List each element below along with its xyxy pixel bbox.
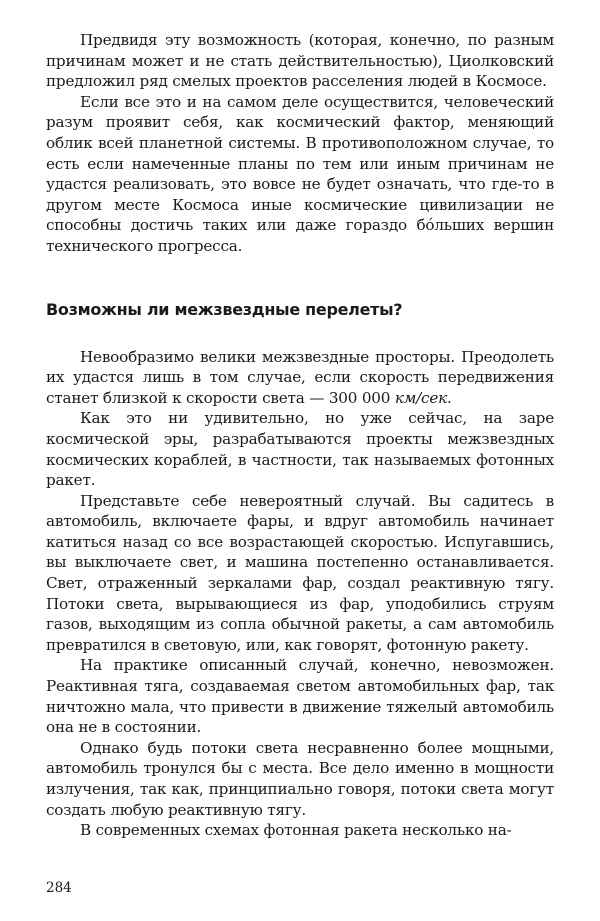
paragraph: Как это ни удивительно, но уже сейчас, на заре космической эры, разрабатываются проекты межзвездных космических кораблей, в частности, так называемых фотонных ракет. bbox=[46, 409, 554, 490]
speed-unit: км/сек. bbox=[394, 388, 452, 407]
paragraph-text: Невообразимо велики межзвездные просторы. Преодолеть их удастся лишь в том случае, если скорость передвижения станет близкой к скорости света — 300 000 bbox=[46, 347, 554, 407]
paragraph: В современных схемах фотонная ракета несколько на- bbox=[80, 821, 512, 840]
paragraph: На практике описанный случай, конечно, невозможен. Реактивная тяга, создаваемая светом автомобильных фар, так ничтожно мала, что привести в движение тяжелый автомобиль она не в состоянии. bbox=[46, 656, 554, 737]
paragraph: Представьте себе невероятный случай. Вы садитесь в автомобиль, включаете фары, и вдруг автомобиль начинает катиться назад со все возрастающей скоростью. Испугавшись, вы выключаете свет, и машина постепенно останавливается. Свет, отраженный зеркалами фар, создал реактивную тягу. Потоки света, вырывающиеся из фар, уподобились струям газов, выходящим из сопла обычной ракеты, а сам автомобиль превратился в световую, или, как говорят, фотонную ракету. bbox=[46, 491, 554, 654]
paragraph bbox=[46, 347, 554, 409]
section-heading: Возможны ли межзвездные перелеты? bbox=[46, 299, 403, 319]
paragraph: Однако будь потоки света несравненно более мощными, автомобиль тронулся бы с места. Все дело именно в мощности излучения, так как, принципиально говоря, потоки света могут создать любую реактивную тягу. bbox=[46, 738, 554, 819]
section-intro bbox=[46, 30, 554, 257]
page-body bbox=[46, 30, 554, 841]
paragraph: Предвидя эту возможность (которая, конечно, по разным причинам может и не стать действительностью), Циолковский предложил ряд смелых проектов расселения людей в Космосе. bbox=[46, 31, 554, 91]
section-interstellar bbox=[46, 347, 554, 841]
paragraph: Если все это и на самом деле осуществится, человеческий разум проявит себя, как космический фактор, меняющий облик всей планетной системы. В противоположном случае, то есть если намеченные планы по тем или иным причинам не удастся реализовать, это вовсе не будет означать, что где-то в другом месте Космоса иные космические цивилизации не способны достичь таких или даже гораздо бо́льших вершин технического прогресса. bbox=[46, 92, 554, 255]
page-number: 284 bbox=[46, 880, 72, 896]
